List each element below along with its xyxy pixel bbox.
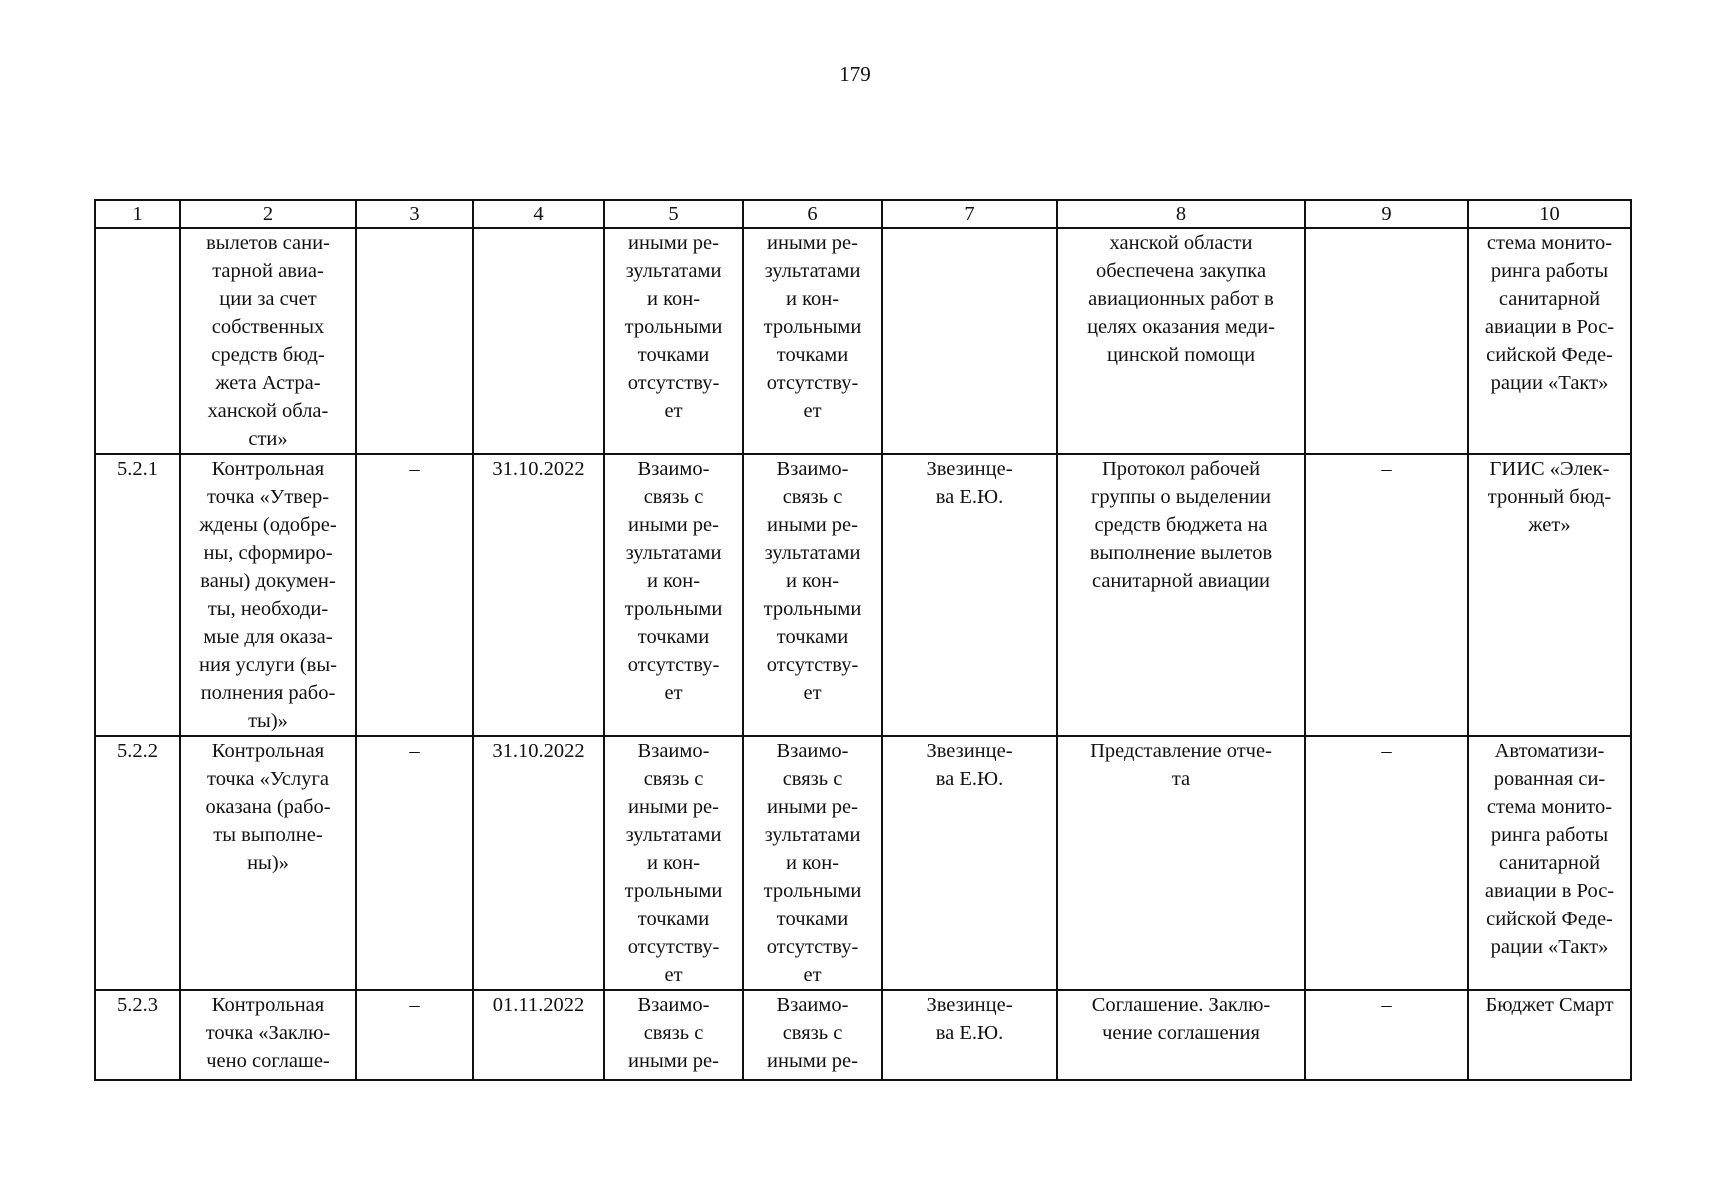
cell-predecessor <box>604 228 743 454</box>
column-number-row <box>95 200 1631 228</box>
cell-line: стема монито- <box>1486 796 1613 818</box>
column-number: 5 <box>604 200 743 228</box>
cell-line: точками <box>637 626 710 648</box>
cell-line: Взаимо- <box>637 994 710 1016</box>
cell-line: Контрольная <box>211 994 325 1016</box>
cell-number <box>95 228 180 454</box>
cell-line: – <box>1381 458 1392 480</box>
cell-line: Взаимо- <box>776 458 849 480</box>
cell-line: связь с <box>643 486 704 508</box>
cell-number <box>95 736 180 990</box>
cell-name <box>180 990 356 1080</box>
cell-line: чено соглаше- <box>206 1050 330 1072</box>
cell-line: – <box>1381 740 1392 762</box>
column-number: 4 <box>473 200 604 228</box>
cell-line: ханской области <box>1109 232 1253 254</box>
cell-name <box>180 228 356 454</box>
cell-line: группы о выделении <box>1090 486 1272 508</box>
cell-start-date <box>356 454 473 736</box>
cell-line: иными ре- <box>628 1050 719 1072</box>
cell-line: Звезинце- <box>926 458 1013 480</box>
cell-line: зультатами <box>625 824 722 846</box>
cell-line: ва Е.Ю. <box>935 768 1004 790</box>
cell-line: целях оказания меди- <box>1087 316 1275 338</box>
cell-line: 5.2.3 <box>117 994 158 1016</box>
cell-line: и кон- <box>646 288 701 310</box>
cell-line: чение соглашения <box>1102 1022 1260 1044</box>
plan-table <box>94 199 1632 1081</box>
cell-line: авиации в Рос- <box>1484 880 1615 902</box>
cell-line: точками <box>637 908 710 930</box>
cell-start-date <box>356 228 473 454</box>
cell-line: тронный бюд- <box>1487 486 1612 508</box>
cell-line: Взаимо- <box>637 458 710 480</box>
cell-result <box>1057 990 1305 1080</box>
cell-line: санитарной <box>1498 852 1601 874</box>
cell-line: Взаимо- <box>637 740 710 762</box>
page-number: 179 <box>839 62 871 86</box>
cell-line: сийской Феде- <box>1486 908 1613 930</box>
cell-level <box>1305 736 1468 990</box>
cell-number <box>95 454 180 736</box>
cell-line: иными ре- <box>767 514 858 536</box>
cell-line: и кон- <box>785 570 840 592</box>
cell-system <box>1468 990 1631 1080</box>
cell-line: ет <box>664 964 683 986</box>
cell-end-date <box>473 228 604 454</box>
cell-line: Взаимо- <box>776 994 849 1016</box>
cell-line: Протокол рабочей <box>1101 458 1261 480</box>
cell-line: авиационных работ в <box>1088 288 1274 310</box>
cell-line: зультатами <box>764 542 861 564</box>
cell-line: ва Е.Ю. <box>935 1022 1004 1044</box>
column-number: 1 <box>95 200 180 228</box>
cell-result <box>1057 228 1305 454</box>
cell-line: средств бюджета на <box>1094 514 1268 536</box>
cell-line: иными ре- <box>767 232 858 254</box>
cell-line: 31.10.2022 <box>492 458 585 480</box>
cell-successor <box>743 454 882 736</box>
cell-line: рации «Такт» <box>1490 936 1609 958</box>
cell-system <box>1468 228 1631 454</box>
cell-start-date <box>356 990 473 1080</box>
column-number: 2 <box>180 200 356 228</box>
cell-line: и кон- <box>646 570 701 592</box>
cell-line: ния услуги (вы- <box>199 654 337 676</box>
cell-line: точками <box>776 344 849 366</box>
cell-predecessor <box>604 990 743 1080</box>
cell-line: Соглашение. Заклю- <box>1091 994 1271 1016</box>
cell-line: Контрольная <box>211 458 325 480</box>
cell-line: обеспечена закупка <box>1095 260 1267 282</box>
cell-result <box>1057 454 1305 736</box>
cell-line: связь с <box>643 1022 704 1044</box>
cell-end-date <box>473 454 604 736</box>
cell-result <box>1057 736 1305 990</box>
cell-responsible <box>882 454 1057 736</box>
cell-line: ваны) докумен- <box>200 570 336 592</box>
cell-end-date <box>473 736 604 990</box>
cell-number <box>95 990 180 1080</box>
cell-line: санитарной <box>1498 288 1601 310</box>
cell-line: авиации в Рос- <box>1484 316 1615 338</box>
cell-responsible <box>882 228 1057 454</box>
cell-line: точками <box>776 626 849 648</box>
cell-line: ны, сформиро- <box>203 542 333 564</box>
column-number: 8 <box>1057 200 1305 228</box>
cell-line: иными ре- <box>628 232 719 254</box>
column-number: 9 <box>1305 200 1468 228</box>
cell-line: иными ре- <box>628 796 719 818</box>
cell-line: зультатами <box>764 260 861 282</box>
cell-line: ты выполне- <box>213 824 323 846</box>
cell-line: 31.10.2022 <box>492 740 585 762</box>
cell-line: Контрольная <box>211 740 325 762</box>
cell-line: цинской помощи <box>1106 344 1256 366</box>
cell-line: Автоматизи- <box>1494 740 1605 762</box>
column-number: 6 <box>743 200 882 228</box>
cell-line: отсутству- <box>766 654 859 676</box>
cell-line: связь с <box>782 486 843 508</box>
column-number: 3 <box>356 200 473 228</box>
column-number: 7 <box>882 200 1057 228</box>
cell-line: 5.2.2 <box>117 740 158 762</box>
cell-line: ты, необходи- <box>207 598 329 620</box>
cell-responsible <box>882 736 1057 990</box>
cell-line: санитарной авиации <box>1091 570 1271 592</box>
cell-line: мые для оказа- <box>203 626 333 648</box>
cell-line: ет <box>803 964 822 986</box>
cell-line: Звезинце- <box>926 994 1013 1016</box>
cell-line: ет <box>803 400 822 422</box>
cell-level <box>1305 228 1468 454</box>
table-row-5-2-3 <box>95 990 1631 1080</box>
cell-line: связь с <box>643 768 704 790</box>
cell-line: трольными <box>624 316 723 338</box>
cell-line: иными ре- <box>767 1050 858 1072</box>
cell-line: – <box>409 994 420 1016</box>
cell-line: трольными <box>763 316 862 338</box>
cell-line: выполнение вылетов <box>1089 542 1273 564</box>
cell-line: ет <box>803 682 822 704</box>
cell-line: ва Е.Ю. <box>935 486 1004 508</box>
cell-level <box>1305 454 1468 736</box>
cell-line: стема монито- <box>1486 232 1613 254</box>
cell-line: 5.2.1 <box>117 458 158 480</box>
cell-line: ждены (одобре- <box>199 514 337 536</box>
cell-line: – <box>409 458 420 480</box>
cell-line: и кон- <box>785 852 840 874</box>
table-row-continuation <box>95 228 1631 454</box>
cell-end-date <box>473 990 604 1080</box>
cell-start-date <box>356 736 473 990</box>
cell-level <box>1305 990 1468 1080</box>
cell-responsible <box>882 990 1057 1080</box>
cell-line: точками <box>637 344 710 366</box>
cell-line: рованная си- <box>1493 768 1606 790</box>
cell-line: ет <box>664 400 683 422</box>
cell-line: средств бюд- <box>211 344 325 366</box>
cell-line: отсутству- <box>766 372 859 394</box>
cell-line: зультатами <box>625 260 722 282</box>
cell-name <box>180 736 356 990</box>
cell-line: отсутству- <box>627 936 720 958</box>
cell-line: отсутству- <box>627 654 720 676</box>
cell-line: точками <box>776 908 849 930</box>
cell-line: Взаимо- <box>776 740 849 762</box>
cell-system <box>1468 736 1631 990</box>
cell-line: полнения рабо- <box>200 682 336 704</box>
cell-line: точка «Услуга <box>207 768 329 790</box>
cell-line: ринга работы <box>1490 260 1609 282</box>
cell-line: трольными <box>763 598 862 620</box>
cell-line: Представление отче- <box>1090 740 1272 762</box>
cell-line: рации «Такт» <box>1490 372 1609 394</box>
cell-line: ет <box>664 682 683 704</box>
cell-line: жет» <box>1528 514 1571 536</box>
cell-line: собственных <box>211 316 325 338</box>
cell-line: ны)» <box>247 852 289 874</box>
cell-name <box>180 454 356 736</box>
cell-line: зультатами <box>625 542 722 564</box>
cell-line: трольными <box>763 880 862 902</box>
cell-line: та <box>1171 768 1191 790</box>
cell-system <box>1468 454 1631 736</box>
table-row-5-2-2 <box>95 736 1631 990</box>
cell-line: Звезинце- <box>926 740 1013 762</box>
cell-line: 01.11.2022 <box>492 994 585 1016</box>
cell-successor <box>743 990 882 1080</box>
cell-line: – <box>409 740 420 762</box>
cell-line: ты)» <box>248 710 288 732</box>
cell-line: связь с <box>782 1022 843 1044</box>
cell-line: иными ре- <box>767 796 858 818</box>
cell-line: тарной авиа- <box>212 260 324 282</box>
table-row-5-2-1 <box>95 454 1631 736</box>
cell-line: ханской обла- <box>207 400 329 422</box>
cell-line: точка «Утвер- <box>206 486 330 508</box>
cell-line: трольными <box>624 880 723 902</box>
column-number: 10 <box>1468 200 1631 228</box>
cell-line: иными ре- <box>628 514 719 536</box>
cell-line: сийской Феде- <box>1486 344 1613 366</box>
cell-line: и кон- <box>646 852 701 874</box>
cell-line: жета Астра- <box>215 372 321 394</box>
cell-line: зультатами <box>764 824 861 846</box>
cell-line: отсутству- <box>627 372 720 394</box>
cell-successor <box>743 228 882 454</box>
cell-line: связь с <box>782 768 843 790</box>
cell-line: Бюджет Смарт <box>1485 994 1614 1016</box>
cell-line: сти» <box>248 428 288 450</box>
cell-line: и кон- <box>785 288 840 310</box>
cell-line: вылетов сани- <box>206 232 330 254</box>
cell-line: ринга работы <box>1490 824 1609 846</box>
cell-predecessor <box>604 454 743 736</box>
cell-line: ции за счет <box>219 288 317 310</box>
cell-predecessor <box>604 736 743 990</box>
cell-line: точка «Заклю- <box>205 1022 331 1044</box>
cell-line: оказана (рабо- <box>205 796 331 818</box>
cell-line: отсутству- <box>766 936 859 958</box>
cell-successor <box>743 736 882 990</box>
cell-line: ГИИС «Элек- <box>1489 458 1610 480</box>
cell-line: трольными <box>624 598 723 620</box>
cell-line: – <box>1381 994 1392 1016</box>
